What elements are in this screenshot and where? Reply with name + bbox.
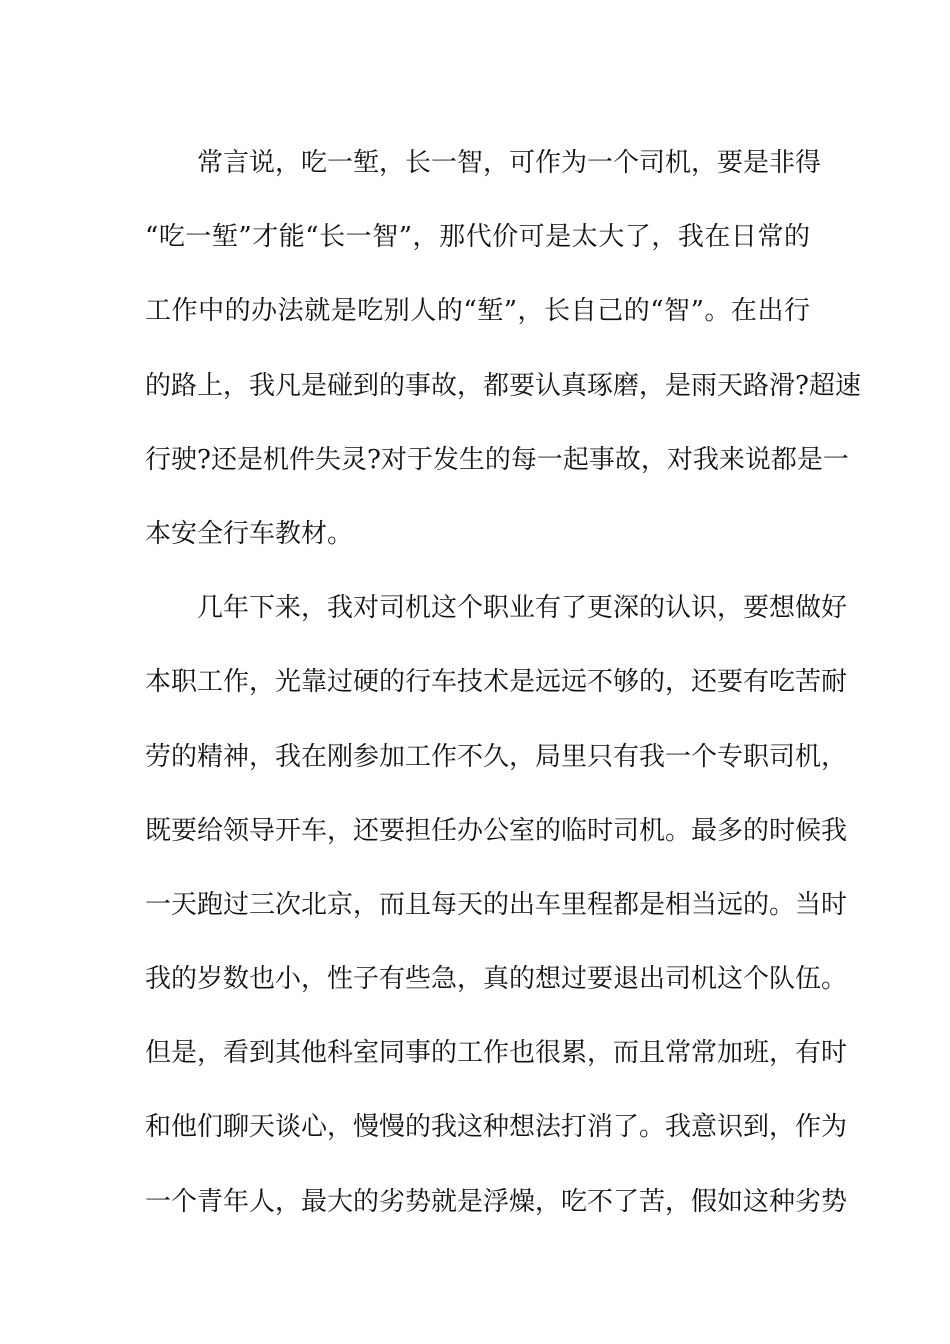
text-line: 和他们聊天谈心，慢慢的我这种想法打消了。我意识到，作为 xyxy=(145,1112,848,1143)
text-line: 工作中的办法就是吃别人的“堑”，长自己的“智”。在出行 xyxy=(145,296,810,327)
text-line: 劳的精神，我在刚参加工作不久，局里只有我一个专职司机， xyxy=(145,741,848,772)
text-line: 我的岁数也小，性子有些急，真的想过要退出司机这个队伍。 xyxy=(145,964,848,995)
paragraph-2 xyxy=(145,571,848,1239)
text-line: 本安全行车教材。 xyxy=(145,518,354,549)
text-line: 本职工作，光靠过硬的行车技术是远远不够的，还要有吃苦耐 xyxy=(145,667,848,698)
text-line: 行驶?还是机件失灵?对于发生的每一起事故，对我来说都是一 xyxy=(145,444,849,475)
text-line: 既要给领导开车，还要担任办公室的临时司机。最多的时候我 xyxy=(145,815,848,846)
text-line: 一天跑过三次北京，而且每天的出车里程都是相当远的。当时 xyxy=(145,889,848,920)
body-text xyxy=(145,126,861,1239)
text-line: 但是，看到其他科室同事的工作也很累，而且常常加班，有时 xyxy=(145,1038,848,1069)
paragraph-1 xyxy=(145,126,861,571)
text-line: 常言说，吃一堑，长一智，可作为一个司机，要是非得 xyxy=(197,148,822,178)
text-line: 几年下来，我对司机这个职业有了更深的认识，要想做好 xyxy=(197,593,848,624)
text-line: 一个青年人，最大的劣势就是浮燥，吃不了苦，假如这种劣势 xyxy=(145,1186,848,1217)
text-line: 的路上，我凡是碰到的事故，都要认真琢磨，是雨天路滑?超速 xyxy=(145,370,861,401)
text-line: “吃一堑”才能“长一智”，那代价可是太大了，我在日常的 xyxy=(145,222,810,253)
